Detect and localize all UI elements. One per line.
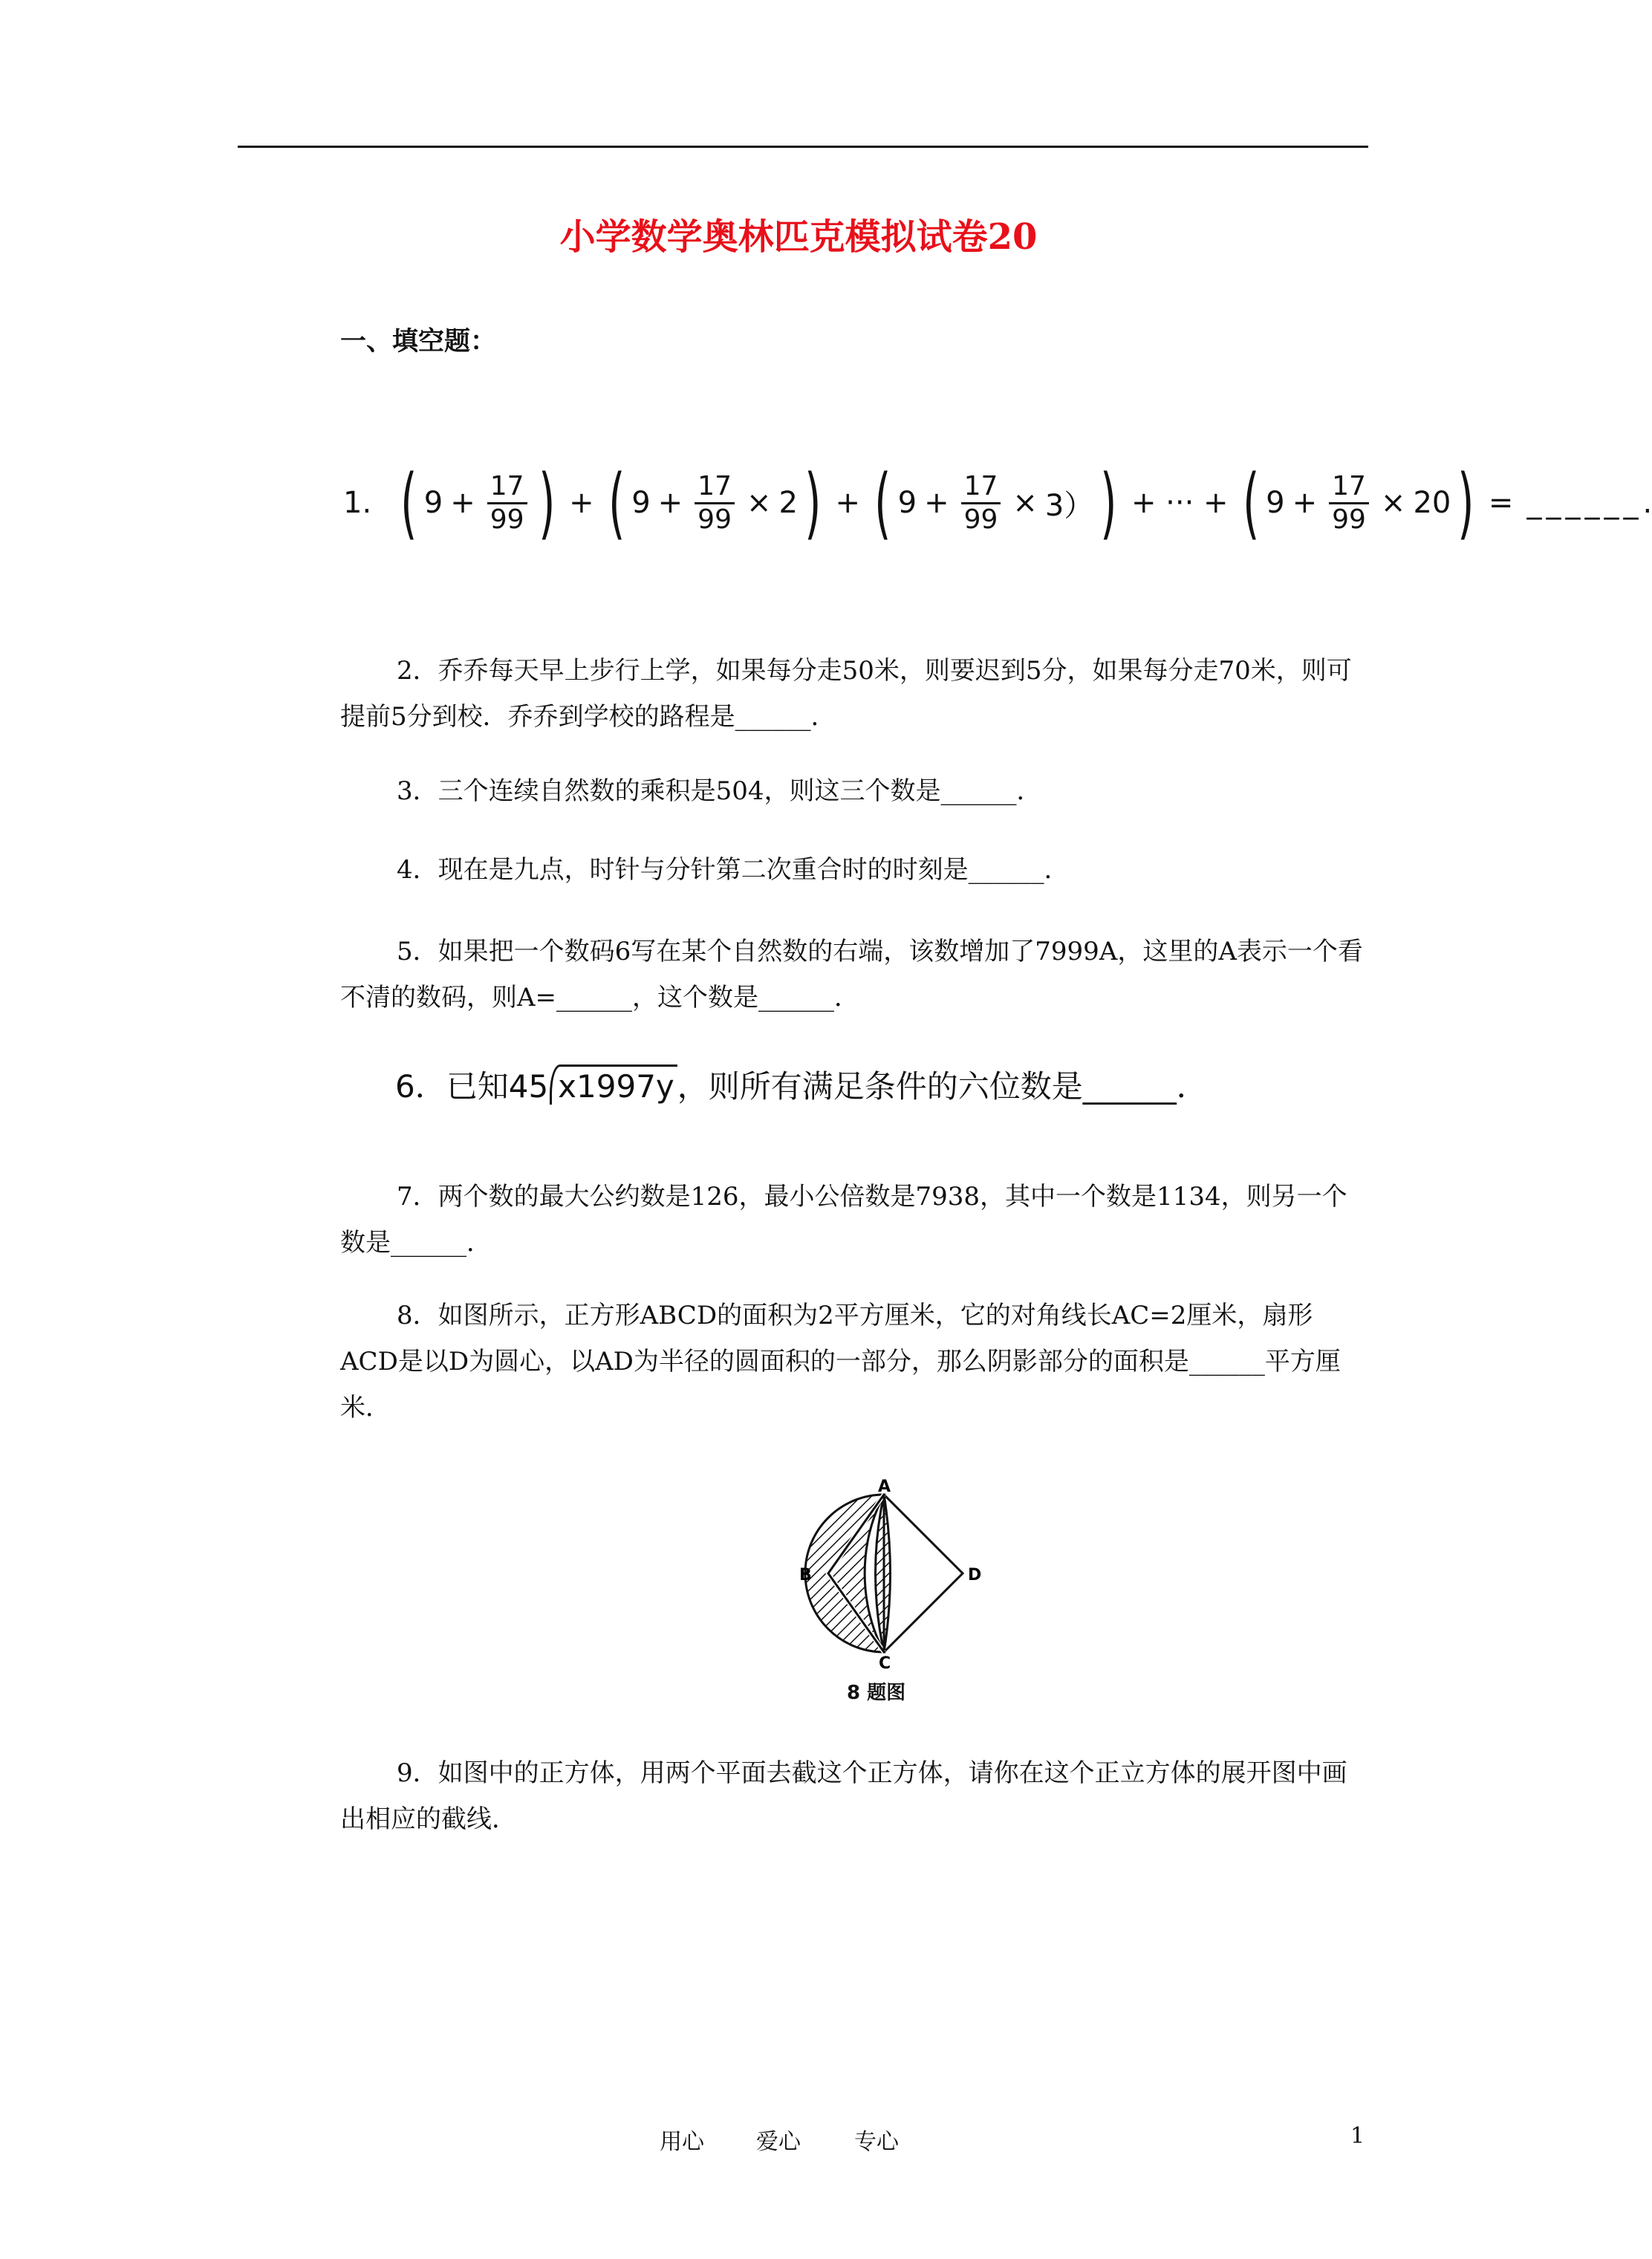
question-8: 8．如图所示，正方形ABCD的面积为2平方厘米，它的对角线长AC=2厘米，扇形ACD是以D为圆心，以AD为半径的圆面积的一部分，那么阴影部分的面积是______平方厘米． [340,1301,1341,1423]
term-20: ( 9 + $\frac{17}{99}$ × 20 ) [1242,458,1474,548]
figure-caption: 8 题图 [847,1682,906,1704]
question-9: 9．如图中的正方体，用两个平面去截这个正方体，请你在这个正立方体的展开图中画出相应的截线． [340,1758,1347,1834]
question-4: 4．现在是九点，时针与分针第二次重合时的时刻是______． [397,855,1070,885]
label-a: A [878,1478,891,1496]
question-3: 3．三个连续自然数的乘积是504，则这三个数是______． [397,776,1042,806]
page-title: 小学数学奥林匹克模拟试卷20 [559,216,1038,258]
section-heading: 一、填空题： [340,326,497,357]
question-1-number: 1. [343,486,372,520]
question-2: 2．乔乔每天早上步行上学，如果每分走50米，则要迟到5分，如果每分走70米，则可提前5分到校．乔乔到学校的路程是______． [340,656,1352,732]
footer-motto-1: 用心 [660,2129,704,2155]
page-number: 1 [1350,2123,1365,2149]
label-c: C [879,1654,891,1673]
fraction: $\frac{17}{99}$ [695,472,735,534]
question-6: 6．已知45 x1997y ，则所有满足条件的六位数是______． [395,1062,1208,1107]
label-b: B [799,1566,812,1584]
answer-blank: ______ [1526,486,1643,520]
left-shaded-region [805,1495,884,1652]
fraction: $\frac{17}{99}$ [961,472,1001,534]
term-2: ( 9 + $\frac{17}{99}$ × 2 ) [608,458,822,548]
label-d: D [968,1566,982,1584]
question-1-formula: 1. ( 9 + $\frac{17}{99}$ ) + ( 9 + $\frac{17}{99}$ × 2 ) + ( 9 + $\frac{17}{99}$ × 3） ) + ··· + ( 9 + $\frac{17}{99}$ × 20 ) = ______ . [343,458,1652,548]
footer-motto-2: 爱心 [756,2129,801,2155]
fraction: $\frac{17}{99}$ [1329,472,1369,534]
question-7: 7．两个数的最大公约数是126，最小公倍数是7938，其中一个数是1134，则另一个数是______． [340,1182,1347,1258]
fraction: $\frac{17}{99}$ [487,472,527,534]
ellipsis: + ··· + [1131,486,1229,520]
term-1: ( 9 + $\frac{17}{99}$ ) [400,458,555,548]
square-right-edges [884,1495,963,1652]
square-sector-figure [784,1478,1007,1675]
question-5: 5．如果把一个数码6写在某个自然数的右端，该数增加了7999A，这里的A表示一个看不清的数码，则A=______，这个数是______． [340,937,1363,1013]
term-3: ( 9 + $\frac{17}{99}$ × 3） ) [874,458,1117,548]
long-division-sign: x1997y [550,1065,677,1105]
footer-motto-3: 专心 [854,2129,899,2155]
header-rule [238,146,1368,148]
